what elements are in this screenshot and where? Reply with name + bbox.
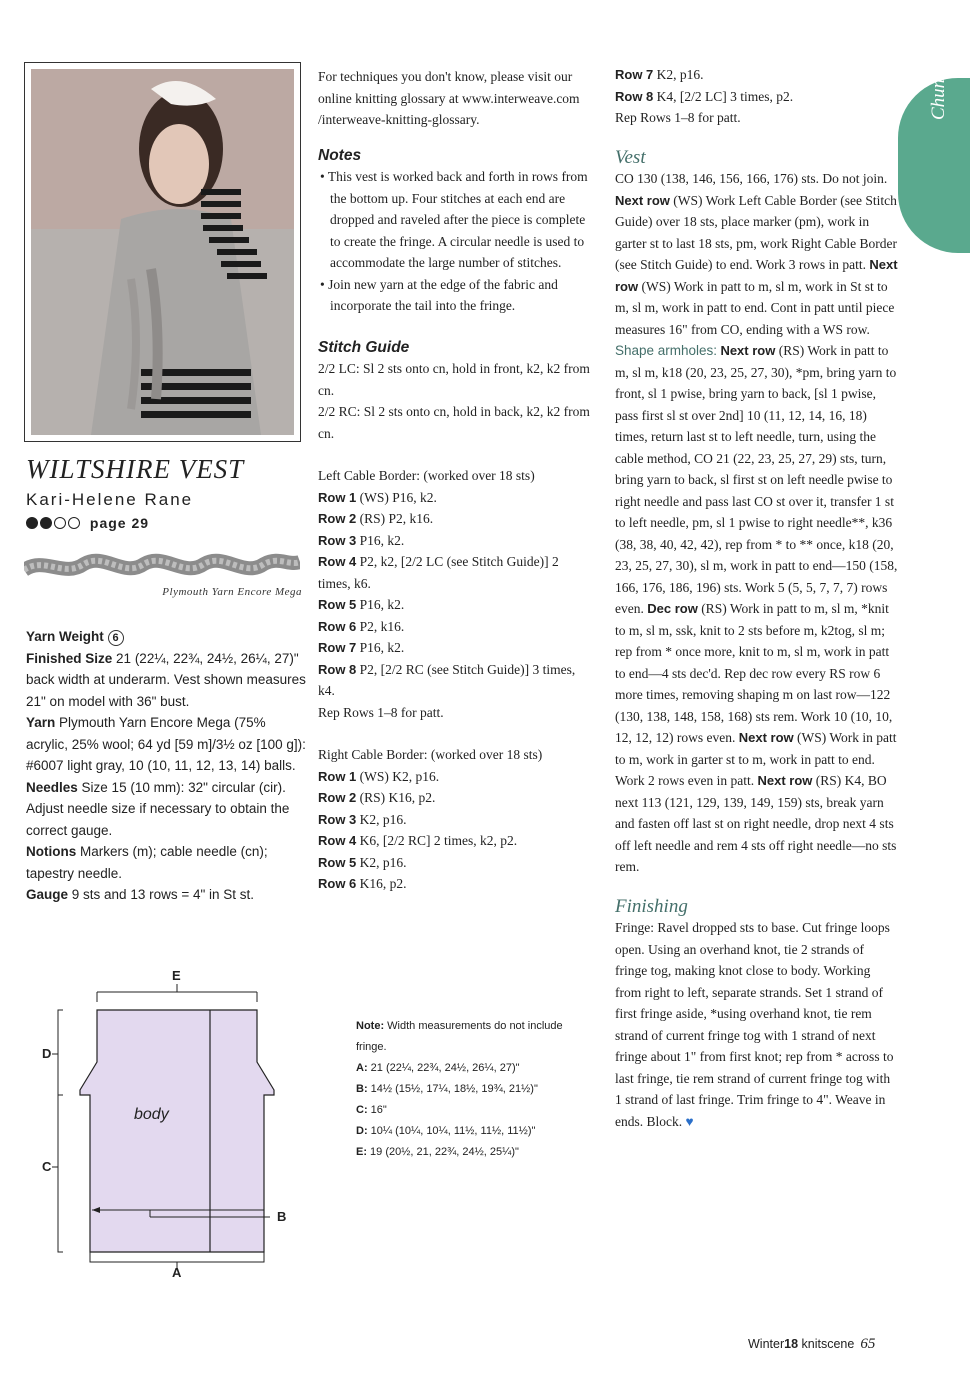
finishing-text: Fringe: Ravel dropped sts to base. Cut fringe loops open. Using an overhand knot, tie 2 strands of fringe tog, making knot close to body. Working from right to left, separate strands. Set 1 strand of first fringe aside, *using overhand knot, tie rem strand of current fringe tog with 1 strand of next fringe about 1" from first knot; rep from * across to last fringe, tie rem strand of current fringe tog with 1 strand of last fringe. Trim fringe to 4". Weave in ends. Block. ♥ (615, 920, 894, 1129)
stitch-guide-heading: Stitch Guide (318, 338, 410, 356)
finished-size-label: Finished Size (26, 650, 113, 666)
footer-issue: Winter (748, 1337, 785, 1351)
level-dot-filled-icon (26, 517, 38, 529)
column-two (318, 66, 594, 895)
level-dot-empty-icon (68, 517, 80, 529)
photo-illustration (31, 69, 294, 435)
right-row: Row 6 K16, p2. (318, 876, 407, 891)
vest-heading: Vest (615, 146, 646, 168)
schematic-label-b: B (277, 1209, 287, 1224)
yarn-weight-icon (108, 630, 124, 646)
page-reference: page 29 (89, 515, 150, 531)
yarn-line (26, 712, 308, 777)
needles-label: Needles (26, 779, 78, 795)
left-row: Row 1 (WS) P16, k2. (318, 489, 437, 505)
finished-size-text: 21 (22¼, 22¾, 24½, 26¼, 27)" back width at underarm. Vest shown measures 21" on model with 36" bust. (26, 650, 306, 709)
left-repeat: Rep Rows 1–8 for patt. (318, 704, 444, 720)
note-line: Note: Width measurements do not include fringe. (356, 1020, 563, 1053)
left-row: Row 2 (RS) P2, k16. (318, 511, 434, 526)
notions-label: Notions (26, 844, 77, 859)
skill-level (26, 515, 149, 531)
left-row: Row 3 P16, k2. (318, 532, 405, 548)
yarn-caption: Plymouth Yarn Encore Mega (162, 586, 302, 598)
page-footer (748, 1336, 875, 1353)
note-item: • This vest is worked back and forth in rows from the bottom up. Four stitches at each end are dropped and raveled after the piece is complete to create the fringe. A circular needle is used to accommodate the large number of stitches. (320, 169, 588, 270)
vest-schematic (30, 962, 300, 1292)
gauge-label: Gauge (26, 887, 69, 902)
yarn-weight-line (26, 626, 308, 648)
left-row: Row 5 P16, k2. (318, 597, 405, 612)
level-dot-empty-icon (54, 517, 66, 529)
gauge-text: 9 sts and 13 rows = 4" in St st. (71, 887, 255, 902)
right-repeat: Rep Rows 1–8 for patt. (615, 110, 741, 125)
left-row: Row 8 P2, [2/2 RC (see Stitch Guide)] 3 times, k4. (318, 661, 576, 698)
left-row: Row 4 P2, k2, [2/2 LC (see Stitch Guide)] 2 times, k6. (318, 554, 559, 591)
designer-name: Kari-Helene Rane (26, 490, 194, 509)
finishing-heading: Finishing (615, 895, 688, 917)
page-number: 65 (860, 1336, 876, 1352)
heart-end-icon: ♥ (685, 1113, 694, 1129)
measurement-e: E: 19 (20½, 21, 22¾, 24½, 25¼)" (356, 1146, 519, 1158)
pattern-specs (26, 626, 308, 906)
right-row: Row 3 K2, p16. (318, 811, 407, 827)
yarn-swatch-image (24, 548, 300, 584)
needles-line (26, 777, 308, 842)
schematic-label-c: C (42, 1159, 52, 1174)
notions-line (26, 841, 308, 884)
right-row: Row 5 K2, p16. (318, 854, 407, 870)
schematic-body-label: body (134, 1106, 169, 1123)
column-three (615, 64, 899, 1132)
measurement-d: D: 10¼ (10¼, 10¼, 11½, 11½, 11½)" (356, 1125, 536, 1137)
footer-year: 18 (784, 1337, 799, 1351)
lc-definition: 2/2 LC: Sl 2 sts onto cn, hold in front, k2, k2 from cn. (318, 361, 590, 398)
notions-text: Markers (m); cable needle (cn); tapestry needle. (26, 844, 268, 881)
notes-heading: Notes (318, 146, 362, 164)
pattern-photo (24, 62, 301, 442)
glossary-intro: For techniques you don't know, please visit our online knitting glossary at www.interweave.com /interweave-knitting-glossary. (318, 69, 580, 127)
measurement-note (356, 1016, 596, 1163)
schematic-label-a: A (172, 1265, 182, 1280)
yarn-text: Plymouth Yarn Encore Mega (75% acrylic, 25% wool; 64 yd [59 m]/3½ oz [100 g]): #6007 light gray, 10 (10, 11, 12, 13, 14) balls. (26, 715, 306, 773)
vest-instructions: CO 130 (138, 146, 156, 166, 176) sts. Do not join. Next row (WS) Work Left Cable Border (see Stitch Guide) over 18 sts, place marker (pm), work in garter st to last 18 sts, pm, work Right Cable Border (see Stitch Guide) to end. Work 3 rows in patt. Next row (WS) Work in patt to m, sl m, work in St st to m, sl m, work in patt to end. Cont in patt until piece measures 16" from CO, ending with a WS row. Shape armholes: Next row (RS) Work in patt to m, sl m, k18 (20, 23, 25, 27, 30), *pm, bring yarn to front, sl 1 pwise, bring yarn to back, [sl 1 pwise, pass first sl st over 2nd] 10 (11, 12, 14, 16, 18) times, return last st to left needle, turn, using the cable method, CO 21 (22, 23, 25, 27, 29) sts, turn, bring yarn to back, sl first st on left needle pwise to right needle and pass last CO st over it, transfer 1 st to left needle, pm, sl 1 pwise to right needle**, k36 (38, 38, 40, 42, 42), rep from * to ** once, k18 (20, 23, 25, 27, 30), sl m, work in patt to end—150 (158, 166, 176, 186, 196) sts. Work 5 (5, 5, 7, 7, 7) rows even. Dec row (RS) Work in patt to m, sl m, *knit to m, sl m, ssk, knit to 2 sts before m, k2tog, sl m; rep from * once more, knit to m, sl m, work in patt to end—4 sts dec'd. Rep dec row every RS row 6 more times, removing shaping m on last row—122 (130, 138, 148, 158, 168) sts rem. Work 10 (10, 10, 12, 12, 12) rows even. Next row (WS) Work in patt to m, work in garter st to m, work in patt to end. Work 2 rows even in patt. Next row (RS) K4, BO next 113 (121, 129, 139, 149, 159) sts, break yarn and fasten off last st on right needle, drop next 4 sts off left needle and rem 4 sts off right needle—no sts rem. (615, 171, 898, 874)
finished-size-line (26, 648, 308, 713)
category-tab-label: Chunky (928, 61, 949, 120)
measurement-c: C: 16" (356, 1104, 387, 1116)
schematic-label-d: D (42, 1046, 52, 1061)
right-row: Row 2 (RS) K16, p2. (318, 790, 436, 805)
pattern-title: WILTSHIRE VEST (26, 454, 245, 484)
right-cable-border-heading: Right Cable Border: (worked over 18 sts) (318, 747, 543, 762)
needles-text: Size 15 (10 mm): 32" circular (cir). Adjust needle size if necessary to obtain the correct gauge. (26, 779, 290, 838)
left-row: Row 6 P2, k16. (318, 618, 405, 634)
rc-definition: 2/2 RC: Sl 2 sts onto cn, hold in back, k2, k2 from cn. (318, 404, 590, 441)
right-row: Row 8 K4, [2/2 LC] 3 times, p2. (615, 88, 794, 104)
body-shape (80, 1010, 274, 1252)
left-row: Row 7 P16, k2. (318, 640, 405, 655)
schematic-label-e: E (172, 968, 181, 983)
yarn-weight-value: 6 (112, 632, 119, 644)
measurement-b: B: 14½ (15½, 17¼, 18½, 19¾, 21½)" (356, 1083, 538, 1095)
yarn-label: Yarn (26, 715, 56, 730)
note-item: • Join new yarn at the edge of the fabric and incorporate the tail into the fringe. (320, 276, 558, 313)
level-dot-filled-icon (40, 517, 52, 529)
right-row: Row 1 (WS) K2, p16. (318, 768, 440, 784)
photo-image (31, 69, 294, 435)
left-cable-border-heading: Left Cable Border: (worked over 18 sts) (318, 468, 535, 483)
gauge-line (26, 884, 308, 906)
notes-list (318, 166, 594, 317)
footer-magazine: knitscene (798, 1337, 855, 1351)
right-row: Row 7 K2, p16. (615, 67, 704, 82)
yarn-weight-label: Yarn Weight (26, 629, 104, 644)
right-row: Row 4 K6, [2/2 RC] 2 times, k2, p2. (318, 833, 518, 848)
measurement-a: A: 21 (22¼, 22¾, 24½, 26¼, 27)" (356, 1062, 520, 1074)
